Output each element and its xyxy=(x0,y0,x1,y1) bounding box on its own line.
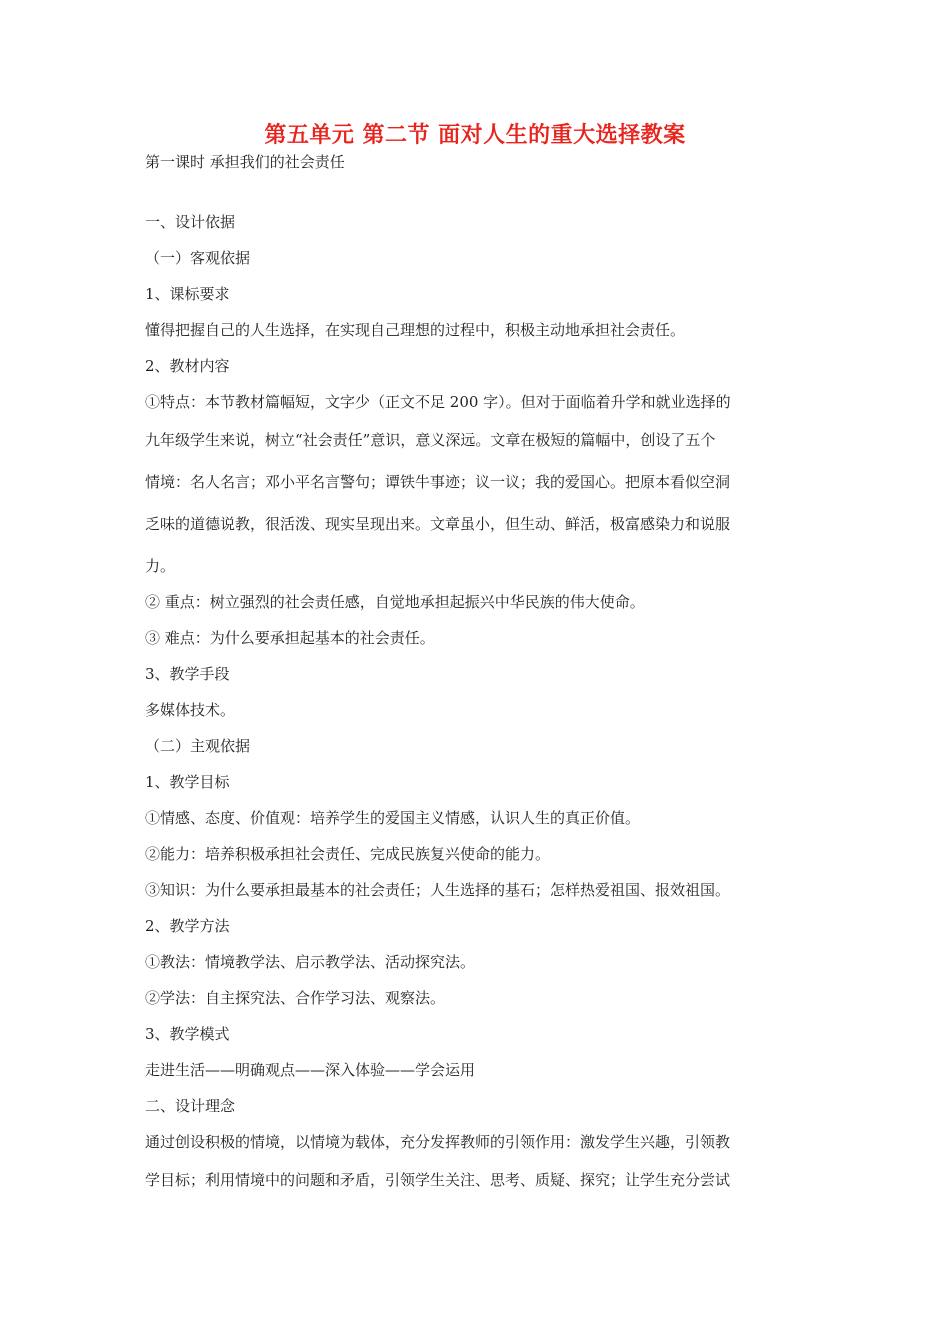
heading-line: 3、教学模式 xyxy=(145,1025,230,1043)
paragraph-line: ①情感、态度、价值观：培养学生的爱国主义情感，认识人生的真正价值。 xyxy=(145,809,641,827)
paragraph-line: 懂得把握自己的人生选择，在实现自己理想的过程中，积极主动地承担社会责任。 xyxy=(145,321,686,339)
heading-line: 2、教材内容 xyxy=(145,357,230,375)
paragraph-line: ③知识：为什么要承担最基本的社会责任；人生选择的基石；怎样热爱祖国、报效祖国。 xyxy=(145,881,731,899)
paragraph-line: 通过创设积极的情境，以情境为载体，充分发挥教师的引领作用：激发学生兴趣，引领教 xyxy=(145,1133,731,1151)
paragraph-line: ② 重点：树立强烈的社会责任感，自觉地承担起振兴中华民族的伟大使命。 xyxy=(145,593,645,611)
paragraph-line: 学目标；利用情境中的问题和矛盾，引领学生关注、思考、质疑、探究；让学生充分尝试 xyxy=(145,1171,731,1189)
heading-line: 二、设计理念 xyxy=(145,1097,236,1115)
paragraph-line: ②学法：自主探究法、合作学习法、观察法。 xyxy=(145,989,446,1007)
paragraph-line: ②能力：培养积极承担社会责任、完成民族复兴使命的能力。 xyxy=(145,845,551,863)
paragraph-line: 乏味的道德说教，很活泼、现实呈现出来。文章虽小，但生动、鲜活，极富感染力和说服 xyxy=(145,515,731,533)
paragraph-line: 九年级学生来说，树立“社会责任”意识，意义深远。文章在极短的篇幅中，创设了五个 xyxy=(145,431,716,449)
heading-line: （二）主观依据 xyxy=(145,737,251,755)
paragraph-line: 力。 xyxy=(145,557,176,575)
heading-line: 2、教学方法 xyxy=(145,917,230,935)
paragraph-line: 多媒体技术。 xyxy=(145,701,236,719)
heading-line: （一）客观依据 xyxy=(145,249,251,267)
paragraph-line: 情境：名人名言；邓小平名言警句；谭铁牛事迹；议一议；我的爱国心。把原本看似空洞 xyxy=(145,473,731,491)
heading-line: 一、设计依据 xyxy=(145,213,236,231)
heading-line: 1、教学目标 xyxy=(145,773,230,791)
heading-line: 3、教学手段 xyxy=(145,665,230,683)
paragraph-line: ①特点：本节教材篇幅短，文字少（正文不足 200 字）。但对于面临着升学和就业选择的 xyxy=(145,393,731,411)
document-title: 第五单元 第二节 面对人生的重大选择教案 xyxy=(264,122,686,148)
subtitle-line: 第一课时 承担我们的社会责任 xyxy=(145,153,345,171)
paragraph-line: 走进生活——明确观点——深入体验——学会运用 xyxy=(145,1061,476,1079)
paragraph-line: ①教法：情境教学法、启示教学法、活动探究法。 xyxy=(145,953,476,971)
heading-line: 1、课标要求 xyxy=(145,285,230,303)
paragraph-line: ③ 难点：为什么要承担起基本的社会责任。 xyxy=(145,629,435,647)
